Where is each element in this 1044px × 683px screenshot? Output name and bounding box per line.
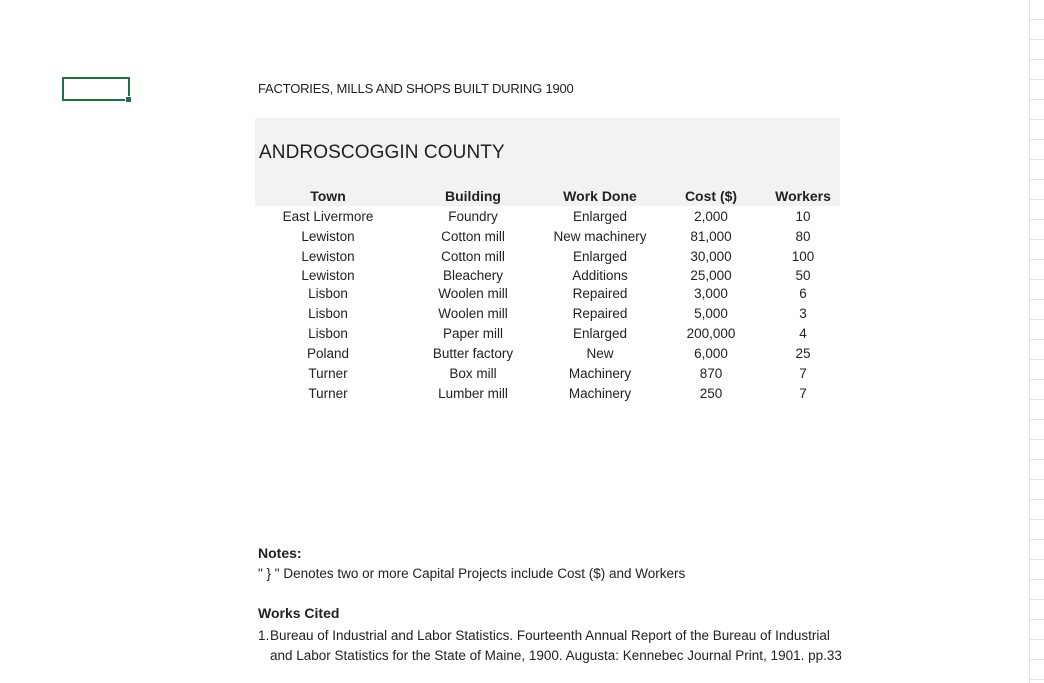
cell-building[interactable]: Woolen mill [438,286,508,301]
cell-work-done[interactable]: New machinery [553,229,647,244]
cell-building[interactable]: Lumber mill [438,386,508,401]
county-name: ANDROSCOGGIN COUNTY [259,142,505,163]
cell-town[interactable]: Lewiston [301,229,355,244]
cell-workers[interactable]: 7 [799,386,807,401]
cell-workers[interactable]: 6 [799,286,807,301]
citation-line-2: and Labor Statistics for the State of Maine, 1900. Augusta: Kennebec Journal Print, 1901. pp.33 [270,648,842,663]
cell-cost[interactable]: 250 [699,386,723,401]
column-header-cost[interactable]: Cost ($) [684,188,738,204]
cell-building[interactable]: Woolen mill [438,306,508,321]
cell-town[interactable]: Lisbon [308,326,348,341]
cell-workers[interactable]: 3 [799,306,807,321]
cell-town[interactable]: Turner [308,386,348,401]
cell-work-done[interactable]: Enlarged [572,249,628,264]
cell-cost[interactable]: 5,000 [694,306,728,321]
cell-cost[interactable]: 30,000 [690,249,732,264]
cell-work-done[interactable]: Machinery [568,386,632,401]
notes-text[interactable]: " } " Denotes two or more Capital Projects include Cost ($) and Workers [258,566,686,581]
active-cell-selection[interactable] [62,77,130,101]
cell-town[interactable]: Poland [306,346,350,361]
column-header-workers[interactable]: Workers [775,188,831,204]
cell-town[interactable]: Lewiston [301,268,355,283]
cell-work-done[interactable]: Repaired [572,306,628,321]
cell-workers[interactable]: 7 [799,366,807,381]
works-cited-label[interactable]: Works Cited [258,605,340,621]
cell-building[interactable]: Cotton mill [441,229,505,244]
column-header-work-done[interactable]: Work Done [563,188,637,204]
cell-cost[interactable]: 2,000 [694,209,728,224]
cell-building[interactable]: Box mill [449,366,497,381]
cell-cost[interactable]: 6,000 [694,346,728,361]
cell-building[interactable]: Paper mill [442,326,504,341]
cell-cost[interactable]: 25,000 [690,268,732,283]
cell-workers[interactable]: 100 [791,249,815,264]
notes-label[interactable]: Notes: [258,545,302,561]
cell-work-done[interactable]: Repaired [572,286,628,301]
cell-work-done[interactable]: Enlarged [572,209,628,224]
cell-workers[interactable]: 25 [795,346,811,361]
cell-building[interactable]: Butter factory [432,346,514,361]
cell-work-done[interactable]: New [586,346,614,361]
row-gridlines-edge [1029,0,1044,683]
cell-town[interactable]: Lisbon [308,286,348,301]
cell-building[interactable]: Bleachery [442,268,504,283]
cell-work-done[interactable]: Enlarged [572,326,628,341]
citation-number: 1. [258,628,270,643]
cell-workers[interactable]: 80 [795,229,811,244]
column-header-building[interactable]: Building [445,188,501,204]
sheet-title: FACTORIES, MILLS AND SHOPS BUILT DURING 1900 [258,81,574,96]
cell-cost[interactable]: 81,000 [690,229,732,244]
cell-town[interactable]: Lewiston [301,249,355,264]
fill-handle[interactable] [125,96,132,103]
cell-cost[interactable]: 3,000 [694,286,728,301]
cell-work-done[interactable]: Machinery [568,366,632,381]
citation-line-1: Bureau of Industrial and Labor Statistics. Fourteenth Annual Report of the Bureau of Industrial [270,628,830,643]
cell-town[interactable]: East Livermore [282,209,374,224]
cell-town[interactable]: Lisbon [308,306,348,321]
cell-workers[interactable]: 4 [799,326,807,341]
cell-workers[interactable]: 50 [795,268,811,283]
cell-workers[interactable]: 10 [795,209,811,224]
works-cited-entry[interactable] [258,626,858,666]
cell-cost[interactable]: 200,000 [686,326,736,341]
cell-cost[interactable]: 870 [699,366,723,381]
column-header-town[interactable]: Town [310,188,346,204]
cell-work-done[interactable]: Additions [572,268,628,283]
cell-building[interactable]: Cotton mill [441,249,505,264]
cell-building[interactable]: Foundry [448,209,498,224]
cell-town[interactable]: Turner [308,366,348,381]
